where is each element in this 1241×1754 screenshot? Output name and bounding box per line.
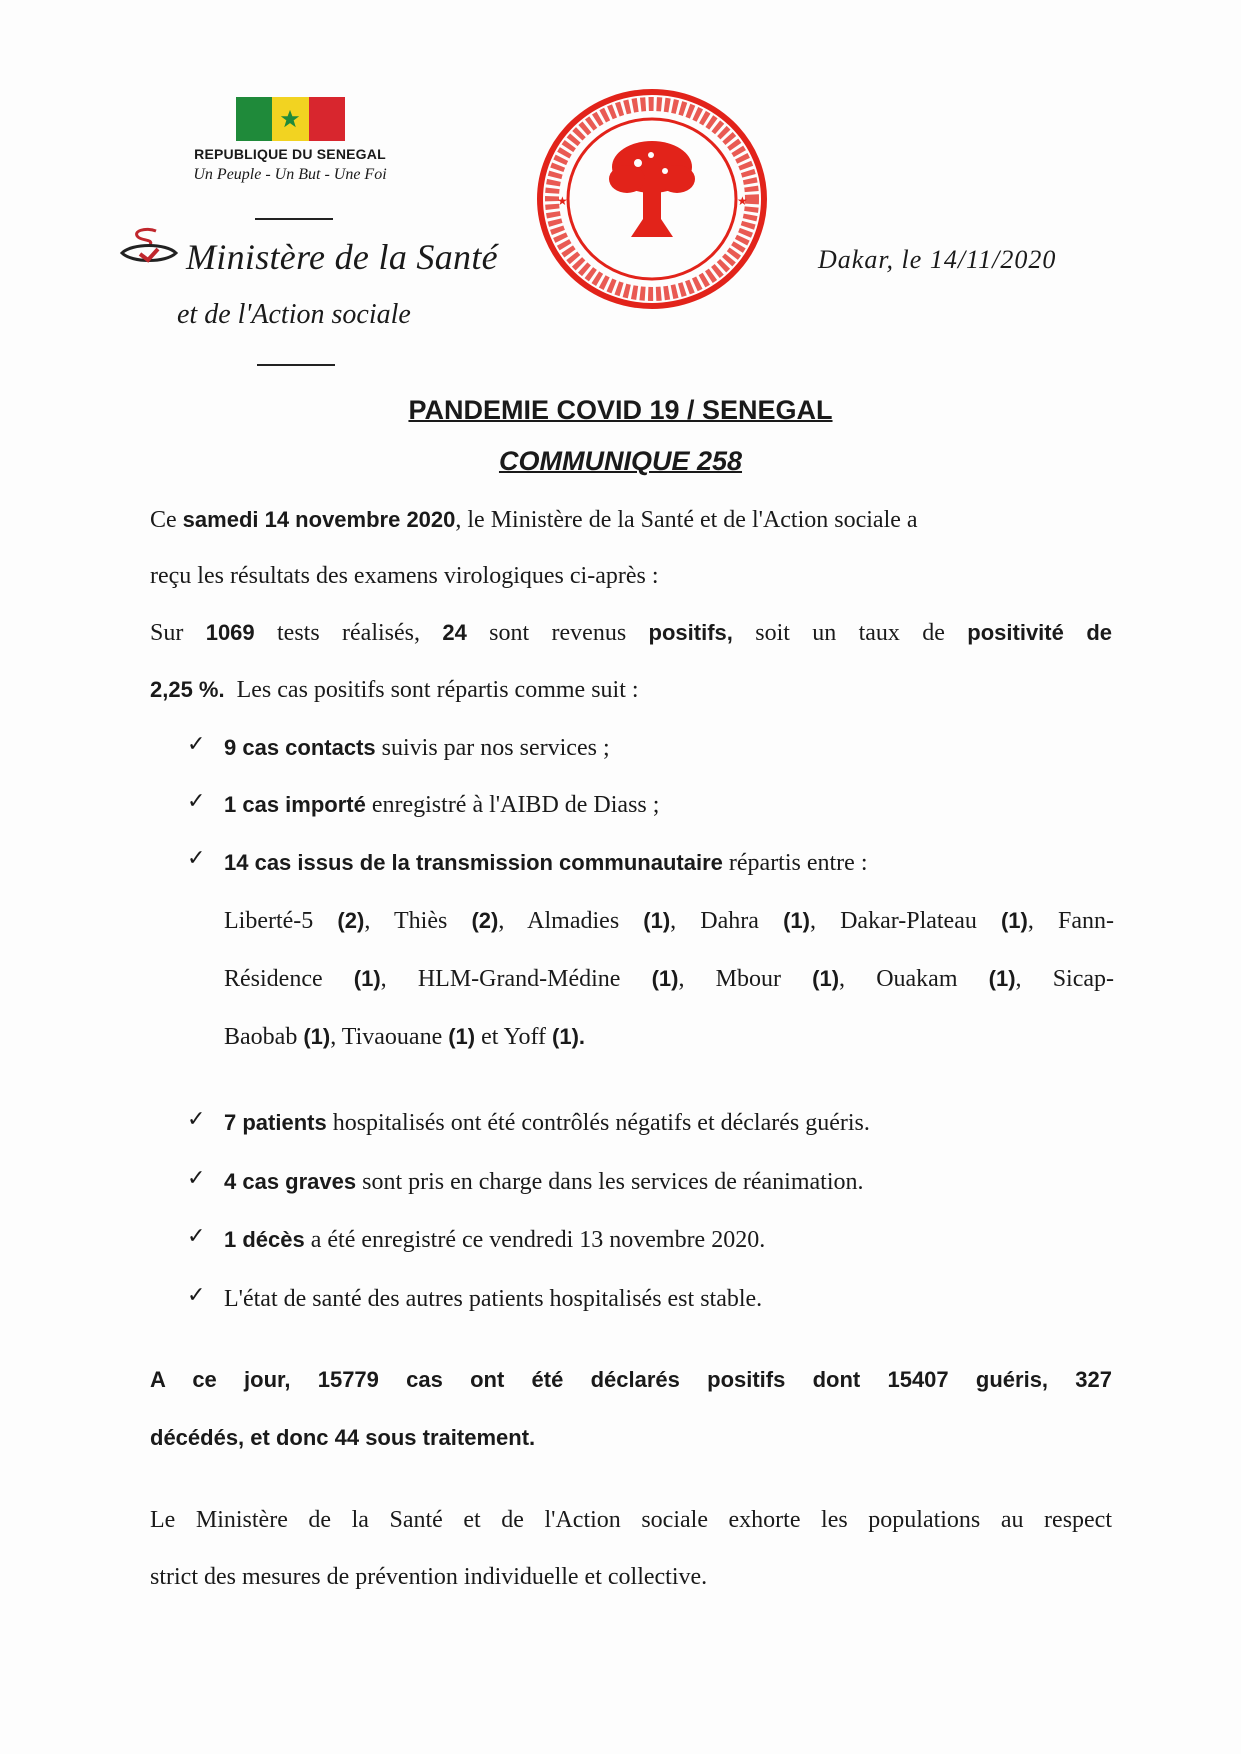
checkmark-icon: ✓: [187, 731, 206, 756]
flag-green-band: [236, 97, 272, 141]
bullet-healed: 7 patients hospitalisés ont été contrôlés négatifs et déclarés guéris.: [224, 1110, 870, 1136]
ministry-logo-icon: [118, 227, 180, 267]
flag-yellow-band: [272, 97, 308, 141]
tests-total: 1069: [205, 620, 255, 645]
ministry-name-line2: et de l'Action sociale: [177, 299, 411, 330]
tests-line2: 2,25 %. Les cas positifs sont répartis comme suit :: [150, 677, 639, 703]
checkmark-icon: ✓: [187, 1223, 206, 1248]
communique-number: COMMUNIQUE 258: [498, 446, 743, 476]
republic-name: REPUBLIQUE DU SENEGAL: [194, 146, 386, 162]
closing-line1: Le Ministère de la Santé et de l'Action sociale exhorte les populations au respect: [150, 1507, 1112, 1533]
bullet-contacts: 9 cas contacts suivis par nos services ;: [224, 735, 610, 761]
divider: [257, 364, 335, 366]
positivity-rate: 2,25 %.: [150, 677, 225, 702]
national-motto: Un Peuple - Un But - Une Foi: [193, 166, 387, 183]
page-title: PANDEMIE COVID 19 / SENEGAL: [408, 395, 833, 425]
svg-text:★: ★: [737, 194, 748, 208]
ministry-name-line1: Ministère de la Santé: [186, 237, 498, 277]
bullet-severe: 4 cas graves sont pris en charge dans les services de réanimation.: [224, 1169, 864, 1195]
checkmark-icon: ✓: [187, 845, 206, 870]
localities-line1: Liberté-5 (2), Thiès (2), Almadies (1), Dahra (1), Dakar-Plateau (1), Fann-: [224, 908, 1114, 934]
document-date: Dakar, le 14/11/2020: [818, 245, 1057, 274]
summary-line1: A ce jour, 15779 cas ont été déclarés positifs dont 15407 guéris, 327: [150, 1367, 1112, 1392]
svg-text:★: ★: [557, 194, 568, 208]
senegal-flag: [236, 97, 345, 141]
checkmark-icon: ✓: [187, 788, 206, 813]
bullet-stable: L'état de santé des autres patients hospitalisés est stable.: [224, 1286, 763, 1312]
bullet-death: 1 décès a été enregistré ce vendredi 13 novembre 2020.: [224, 1227, 766, 1253]
star-icon: [279, 108, 301, 130]
bullet-community: 14 cas issus de la transmission communautaire répartis entre :: [224, 850, 868, 876]
checkmark-icon: ✓: [187, 1106, 206, 1131]
checkmark-icon: ✓: [187, 1282, 206, 1307]
flag-red-band: [309, 97, 345, 141]
checkmark-icon: ✓: [187, 1165, 206, 1190]
localities-line2: Résidence (1), HLM-Grand-Médine (1), Mbour (1), Ouakam (1), Sicap-: [224, 966, 1115, 992]
intro-line2: reçu les résultats des examens virologiques ci-après :: [150, 563, 659, 589]
positive-count: 24: [442, 620, 467, 645]
report-date: samedi 14 novembre 2020: [182, 507, 456, 532]
tests-line1: Sur 1069 tests réalisés, 24 sont revenus positifs, soit un taux de positivité de: [150, 620, 1112, 646]
localities-line3: Baobab (1), Tivaouane (1) et Yoff (1).: [224, 1024, 586, 1050]
summary-line2: décédés, et donc 44 sous traitement.: [150, 1425, 536, 1450]
divider: [255, 218, 333, 220]
closing-line2: strict des mesures de prévention individuelle et collective.: [150, 1564, 708, 1590]
official-seal-icon: [535, 87, 769, 311]
intro-line1: Ce samedi 14 novembre 2020, le Ministère de la Santé et de l'Action sociale a: [150, 507, 918, 533]
bullet-imported: 1 cas importé enregistré à l'AIBD de Diass ;: [224, 792, 660, 818]
